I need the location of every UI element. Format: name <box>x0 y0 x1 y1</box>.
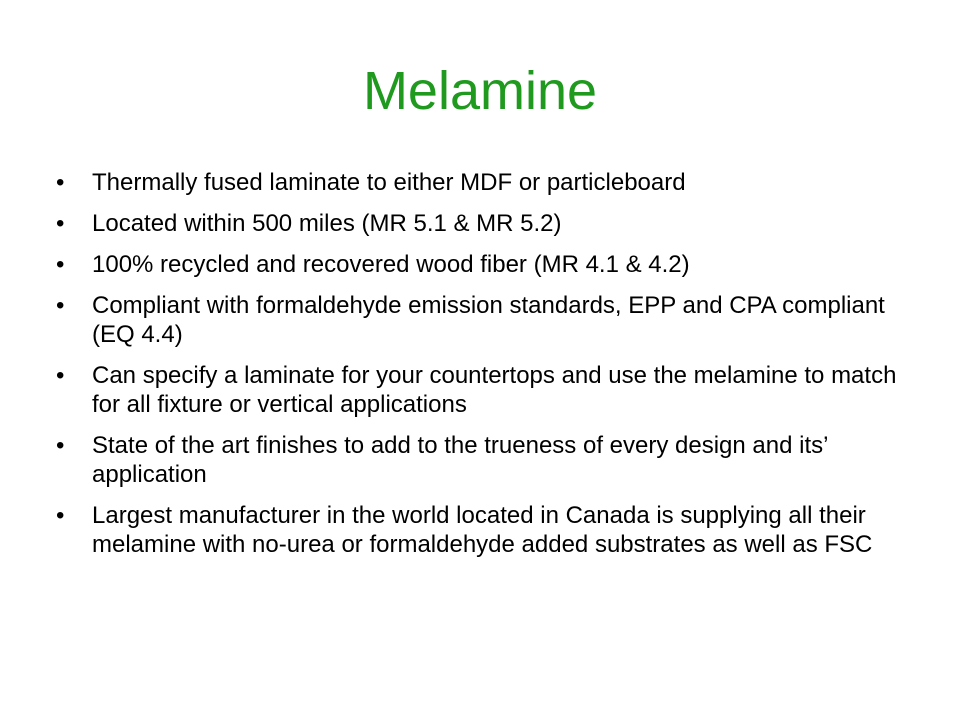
bullet-item <box>54 250 914 279</box>
bullet-text: Compliant with formaldehyde emission standards, EPP and CPA compliant (EQ 4.4) <box>92 292 885 348</box>
bullet-marker: • <box>56 292 65 319</box>
bullet-item <box>54 361 914 419</box>
bullet-item <box>54 168 914 197</box>
bullet-text: Located within 500 miles (MR 5.1 & MR 5.2) <box>92 210 562 237</box>
bullet-text: Thermally fused laminate to either MDF or particleboard <box>92 169 686 196</box>
slide-title: Melamine <box>362 61 598 121</box>
bullet-list <box>54 168 914 571</box>
bullet-marker: • <box>56 432 65 459</box>
bullet-marker: • <box>56 362 65 389</box>
bullet-marker: • <box>56 169 65 196</box>
bullet-text: State of the art finishes to add to the trueness of every design and its’ application <box>92 432 828 488</box>
bullet-text: 100% recycled and recovered wood fiber (MR 4.1 & 4.2) <box>92 251 690 278</box>
bullet-item <box>54 291 914 349</box>
bullet-marker: • <box>56 251 65 278</box>
bullet-item <box>54 209 914 238</box>
bullet-item <box>54 431 914 489</box>
bullet-marker: • <box>56 502 65 529</box>
bullet-item <box>54 501 914 559</box>
bullet-text: Can specify a laminate for your countertops and use the melamine to match for all fixture or vertical applications <box>92 362 897 418</box>
bullet-text: Largest manufacturer in the world located in Canada is supplying all their melamine with no-urea or formaldehyde added substrates as well as FSC <box>92 502 873 558</box>
bullet-marker: • <box>56 210 65 237</box>
